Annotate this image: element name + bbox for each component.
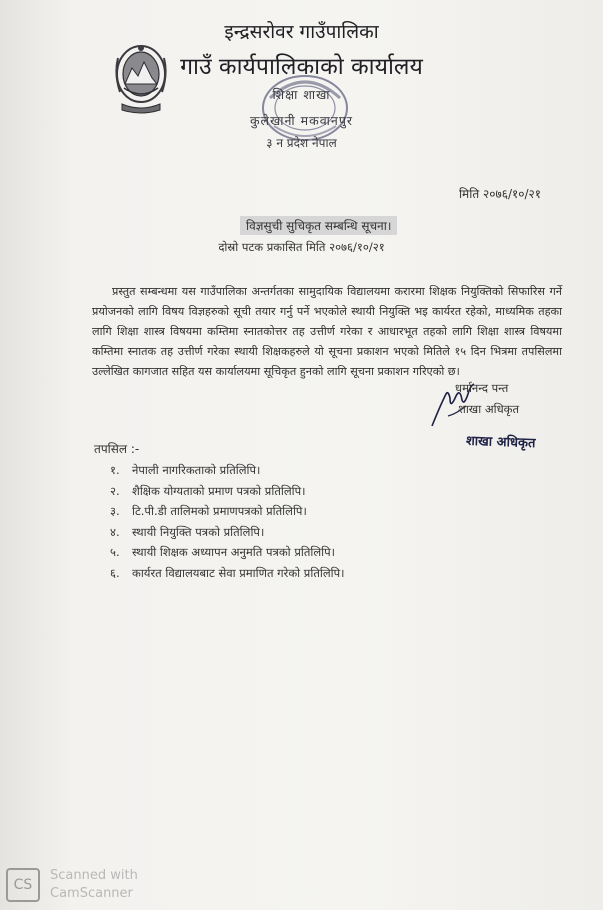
office-title: गाउँ कार्यपालिकाको कार्यालय [180,54,423,80]
annex-label: तपसिल :- [94,442,140,456]
list-item-number: १. [110,463,120,477]
camscanner-logo-icon: CS [6,868,40,902]
annex-list [110,463,345,586]
list-item-text: स्थायी शिक्षक अध्यापन अनुमति पत्रको प्रतिलिपि। [132,545,336,559]
list-item [110,484,345,505]
list-item-number: ३. [110,504,120,518]
list-item-text: कार्यरत विद्यालयबाट सेवा प्रमाणित गरेको प्रतिलिपि। [132,565,345,580]
list-item-text: स्थायी नियुक्ति पत्रको प्रतिलिपि। [132,524,265,539]
province: ३ न प्रदेश नेपाल [266,136,337,150]
list-item-number: ५. [110,545,120,559]
municipality-name: इन्द्रसरोवर गाउँपालिका [224,21,379,43]
list-item [110,463,345,484]
notice-date: मिति २०७६/१०/२१ [458,187,541,201]
stamp-line: शिक्षा शाखा [272,87,331,102]
signer-name: धर्मानन्द पन्त [455,381,509,395]
list-item-number: २. [110,483,120,498]
watermark-line2: CamScanner [50,886,133,901]
signer-title: शाखा अधिकृत [458,402,520,416]
office-address: कुलेखानी मकवानपुर [249,113,354,128]
list-item [110,545,345,566]
list-item [110,566,345,587]
signer-stamp: शाखा अधिकृत [465,433,536,452]
list-item [110,504,345,525]
list-item-text: टि.पी.डी तालिमको प्रमाणपत्रको प्रतिलिपि। [132,504,307,518]
published-date: दोस्रो पटक प्रकासित मिति २०७६/१०/२१ [218,240,385,254]
watermark-line1: Scanned with [50,868,138,883]
list-item [110,525,345,546]
list-item-number: ६. [110,565,120,580]
notice-body: प्रस्तुत सम्बन्धमा यस गाउँपालिका अन्तर्गतका सामुदायिक विद्यालयमा करारमा शिक्षक नियुक्तिको सिफारिस गर्ने प्रयोजनको लागि विषय विज्ञहरुको सूची तयार गर्नु पर्ने भएकोले स्थायी नियुक्ति भइ कार्यरत रहेको, माध्यमिक तहका लागि शिक्षा शास्त्र विषयमा कम्तिमा स्नातकोत्तर तह उत्तीर्ण गरेका र आधारभूत तहको लागि शिक्षा शास्त्र विषयमा कम्तिमा स्नातक तह उत्तीर्ण गरेका स्थायी शिक्षकहरुले यो सूचना प्रकाशन भएको मितिले १५ दिन भित्रमा तपसिलमा उल्लेखित कागजात सहित यस कार्यालयमा सूचिकृत हुनको लागि सूचना प्रकाशन गरिएको छ। [92,285,562,378]
list-item-number: ४. [110,524,120,539]
list-item-text: नेपाली नागरिकताको प्रतिलिपि। [132,463,261,477]
notice-subject: विज्ञसुची सुचिकृत सम्बन्धि सूचना। [240,216,397,235]
list-item-text: शैक्षिक योग्यताको प्रमाण पत्रको प्रतिलिपि। [132,483,306,498]
